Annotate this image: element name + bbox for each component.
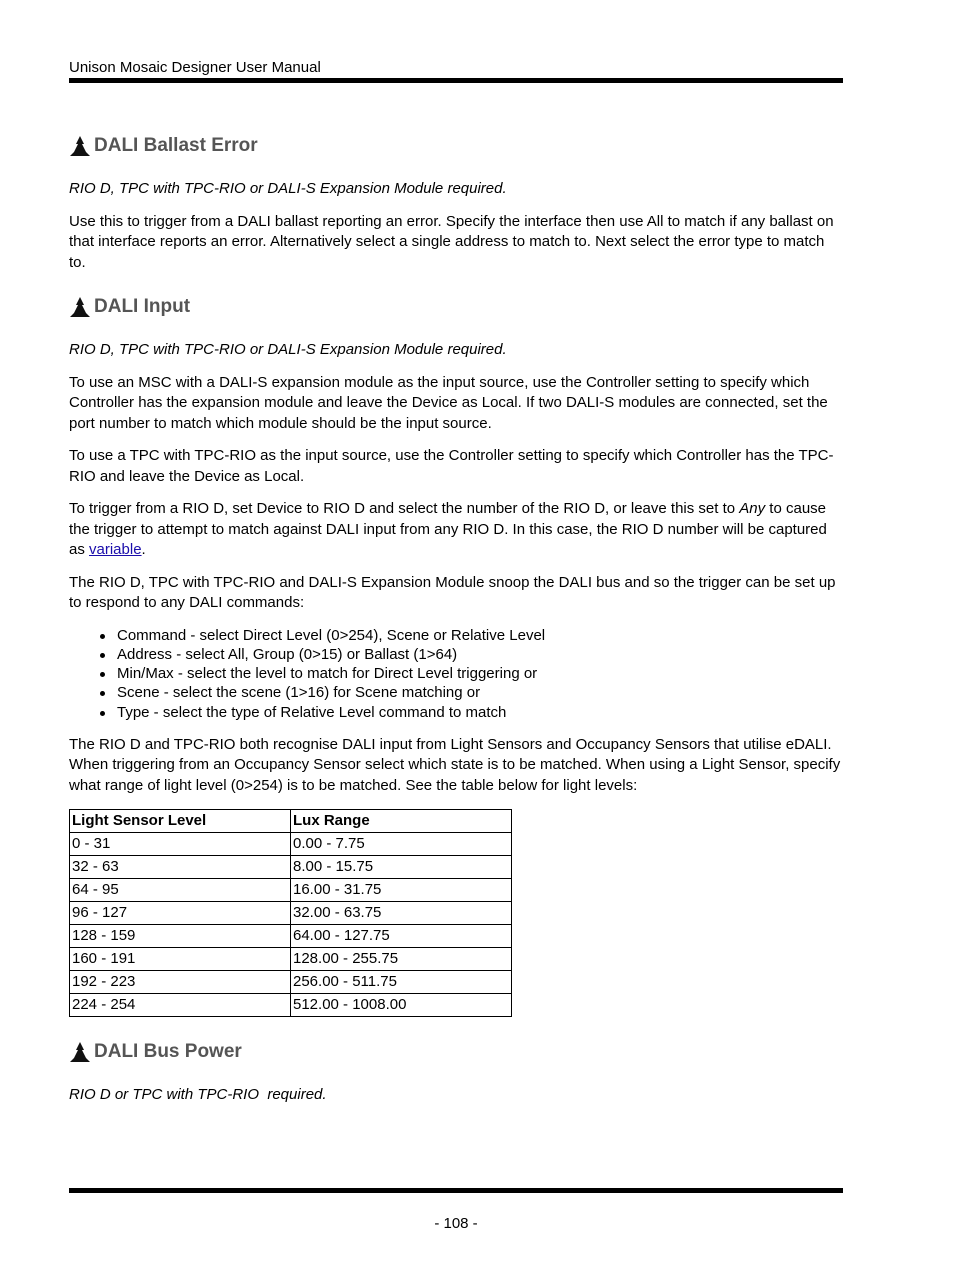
trigger-icon [69,296,91,318]
requirement-text: RIO D or TPC with TPC-RIO required. [69,1086,327,1104]
emphasis-any: Any [739,500,766,517]
table-row [70,971,512,994]
body-paragraph: To use a TPC with TPC-RIO as the input source, use the Controller setting to specify which Controller has the TPC-RIO and leave the Device as Local. [69,447,834,485]
body-paragraph: To use an MSC with a DALI-S expansion module as the input source, use the Controller setting to specify which Controller has the expansion module and leave the Device as Local. If two DALI-S modules are connected, set the port number to match which module should be the input source. [69,373,828,432]
table-cell: 0 - 31 [70,833,291,856]
page-number: - 108 - [434,1215,478,1232]
list-item: Scene - select the scene (1>16) for Scene matching or [69,683,843,702]
table-cell: 8.00 - 15.75 [291,856,512,879]
table-row [70,948,512,971]
body-paragraph: The RIO D and TPC-RIO both recognise DALI input from Light Sensors and Occupancy Sensors that utilise eDALI. When triggering from an Occupancy Sensor select which state is to be matched. When using a Light Sensor, specify what range of light level (0>254) is to be matched. See the table below for light levels: [69,735,841,794]
table-cell: 64 - 95 [70,879,291,902]
light-level-table [69,809,512,1017]
section-title: DALI Ballast Error [94,135,258,156]
table-cell: 0.00 - 7.75 [291,833,512,856]
text-run: To trigger from a RIO D, set Device to RIO D and select the number of the RIO D, or leave this set to [69,500,740,517]
trigger-icon [69,1041,91,1063]
trigger-icon [69,135,91,157]
manual-title: Unison Mosaic Designer User Manual [69,59,321,76]
body-paragraph: The RIO D, TPC with TPC-RIO and DALI-S Expansion Module snoop the DALI bus and so the trigger can be set up to respond to any DALI commands: [69,573,836,611]
table-cell: 192 - 223 [70,971,291,994]
table-cell: 128 - 159 [70,925,291,948]
text-run: . [141,541,146,558]
body-paragraph: Use this to trigger from a DALI ballast reporting an error. Specify the interface then use All to match if any ballast on that interface reports an error. Alternatively select a single address to match to. Next select the error type to match to. [69,212,834,271]
table-cell: 512.00 - 1008.00 [291,994,512,1017]
page-content [69,132,843,1106]
table-cell: 32.00 - 63.75 [291,902,512,925]
rio-paragraph [69,499,843,561]
list-item: Min/Max - select the level to match for Direct Level triggering or [69,664,843,683]
table-row [70,994,512,1017]
table-row [70,856,512,879]
section-title: DALI Input [94,296,191,317]
column-header: Light Sensor Level [70,810,291,833]
table-row [70,833,512,856]
column-header: Lux Range [291,810,512,833]
table-cell: 256.00 - 511.75 [291,971,512,994]
list-item: Address - select All, Group (0>15) or Ballast (1>64) [69,645,843,664]
list-item: Command - select Direct Level (0>254), Scene or Relative Level [69,626,843,645]
text-run: to cause the trigger to attempt to match against DALI input from any RIO D. In this case, the RIO D number will be captured as [69,500,827,558]
section-heading-bus-power [69,1038,843,1066]
variable-link[interactable]: variable [89,541,142,558]
section-heading-ballast-error [69,132,843,160]
table-cell: 16.00 - 31.75 [291,879,512,902]
table-cell: 32 - 63 [70,856,291,879]
table-cell: 64.00 - 127.75 [291,925,512,948]
table-row [70,879,512,902]
command-list [69,626,843,722]
header-rule [69,78,843,83]
requirement-text: RIO D, TPC with TPC-RIO or DALI-S Expansion Module required. [69,180,507,197]
list-item: Type - select the type of Relative Level command to match [69,703,843,722]
footer-rule [69,1188,843,1193]
table-row [70,925,512,948]
section-title: DALI Bus Power [94,1041,242,1063]
requirement-text: RIO D, TPC with TPC-RIO or DALI-S Expansion Module required. [69,341,507,358]
table-row [70,902,512,925]
section-heading-dali-input [69,293,843,321]
table-cell: 96 - 127 [70,902,291,925]
table-cell: 224 - 254 [70,994,291,1017]
table-cell: 128.00 - 255.75 [291,948,512,971]
table-header-row [70,810,512,833]
table-cell: 160 - 191 [70,948,291,971]
